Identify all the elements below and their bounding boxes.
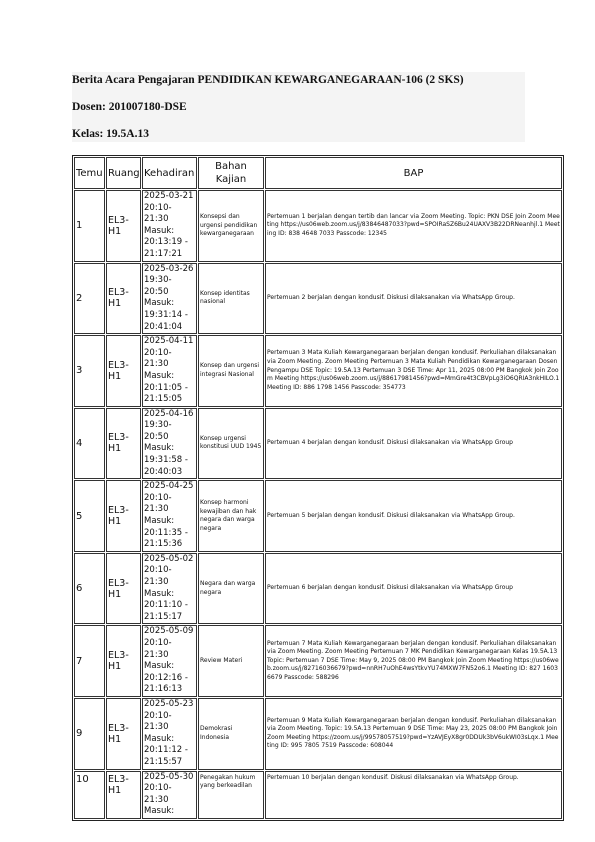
cell-bahan-kajian: Konsep identitas nasional — [198, 263, 264, 335]
col-header-temu: Temu — [74, 157, 105, 189]
kehadiran-line: Masuk: — [144, 298, 175, 309]
kehadiran-line: 21:17:21 — [144, 248, 183, 259]
cell-kehadiran — [142, 553, 197, 625]
cell-kehadiran — [142, 625, 197, 697]
cell-kehadiran — [142, 771, 197, 819]
cell-temu: 2 — [74, 263, 105, 335]
kehadiran-line: 19:30-20:50 — [144, 275, 172, 297]
table-row — [74, 553, 562, 625]
cell-ruang: EL3-H1 — [106, 553, 141, 625]
cell-bap: Pertemuan 10 berjalan dengan kondusif. Diskusi dilaksanakan via WhatsApp Group. — [265, 771, 562, 819]
kehadiran-line: 2025-04-16 — [144, 408, 194, 419]
cell-kehadiran — [142, 263, 197, 335]
kehadiran-line: Masuk: — [144, 443, 175, 454]
col-header-kehadiran: Kehadiran — [142, 157, 197, 189]
table-row — [74, 480, 562, 552]
kehadiran-line: Masuk: — [144, 225, 175, 236]
cell-bap: Pertemuan 7 Mata Kuliah Kewarganegaraan berjalan dengan kondusif. Perkuliahan dilaksanakan via Zoom Meeting. Zoom Meeting Pertemuan 7 MK Pendidikan Kewarganegaraan Kelas 19.5A.13 Topic: Pertemuan 7 DSE Time: May 9, 2025 08:00 PM Bangkok Join Zoom Meeting https://us06web.zoom.us/j/82716036679?pwd=nnRH7uOhE4wsYtkvYU74MXW7FN52o6.1 Meeting ID: 827 1603 6679 Passcode: 588296 — [265, 625, 562, 697]
cell-ruang: EL3-H1 — [106, 771, 141, 819]
cell-ruang: EL3-H1 — [106, 335, 141, 407]
cell-temu: 4 — [74, 408, 105, 480]
cell-bahan-kajian: Konsep urgensi konstitusi UUD 1945 — [198, 408, 264, 480]
kehadiran-line: 20:41:04 — [144, 321, 183, 332]
kehadiran-line: 20:11:35 - — [144, 527, 188, 538]
kehadiran-line: 2025-04-25 — [144, 481, 194, 492]
cell-temu: 5 — [74, 480, 105, 552]
kehadiran-line: Masuk: — [144, 733, 175, 744]
table-row — [74, 408, 562, 480]
kehadiran-line: 21:15:57 — [144, 756, 183, 767]
kehadiran-line: 2025-03-26 — [144, 263, 194, 274]
cell-kehadiran — [142, 698, 197, 770]
cell-bahan-kajian: Negara dan warga negara — [198, 553, 264, 625]
col-header-bap: BAP — [265, 157, 562, 189]
cell-kehadiran — [142, 335, 197, 407]
kehadiran-line: Masuk: — [144, 806, 175, 817]
kehadiran-line: 21:15:36 — [144, 539, 183, 550]
kehadiran-line: 2025-05-30 — [144, 771, 194, 782]
table-row — [74, 771, 562, 819]
kehadiran-line: 20:10-21:30 — [144, 492, 172, 515]
cell-temu: 6 — [74, 553, 105, 625]
kehadiran-line: Masuk: — [144, 370, 175, 381]
cell-ruang: EL3-H1 — [106, 625, 141, 697]
kehadiran-line: 21:16:13 — [144, 684, 183, 695]
cell-bahan-kajian: Konsep dan urgensi integrasi Nasional — [198, 335, 264, 407]
cell-bap: Pertemuan 5 berjalan dengan kondusif. Diskusi dilaksanakan via WhatsApp Group. — [265, 480, 562, 552]
kehadiran-line: Masuk: — [144, 588, 175, 599]
cell-bap: Pertemuan 1 berjalan dengan tertib dan lancar via Zoom Meeting. Topic: PKN DSE Join Zoom Meeting https://us06web.zoom.us/j/83846487033?pwd=SPOIRaSZ6Bu24UAXV3B22DRNeanhjl.1 Meeting ID: 838 4648 7033 Passcode: 12345 — [265, 190, 562, 262]
cell-ruang: EL3-H1 — [106, 190, 141, 262]
col-header-ruang: Ruang — [106, 157, 141, 189]
cell-bahan-kajian: Review Materi — [198, 625, 264, 697]
kehadiran-line: Masuk: — [144, 516, 175, 527]
cell-bahan-kajian: Konsepsi dan urgensi pendidikan kewarganegaraan — [198, 190, 264, 262]
kehadiran-line: 20:10-21:30 — [144, 783, 172, 805]
cell-bap: Pertemuan 4 berjalan dengan kondusif. Diskusi dilaksanakan via WhatsApp Group — [265, 408, 562, 480]
cell-temu: 7 — [74, 625, 105, 697]
table-row — [74, 190, 562, 262]
cell-temu: 10 — [74, 771, 105, 819]
kehadiran-line: 21:15:05 — [144, 394, 183, 405]
attendance-table — [72, 155, 564, 821]
cell-kehadiran — [142, 190, 197, 262]
kehadiran-line: 2025-04-11 — [144, 336, 194, 347]
table-row — [74, 335, 562, 407]
kehadiran-line: Masuk: — [144, 661, 175, 672]
kehadiran-line: 19:31:14 - — [144, 309, 188, 320]
kehadiran-line: 2025-05-09 — [144, 626, 194, 637]
class-line: Kelas: 19.5A.13 — [72, 128, 149, 140]
kehadiran-line: 20:10-21:30 — [144, 710, 172, 733]
kehadiran-line: 19:31:58 - — [144, 455, 188, 466]
cell-temu: 9 — [74, 698, 105, 770]
kehadiran-line: 20:12:16 - — [144, 672, 188, 683]
kehadiran-line: 20:10-21:30 — [144, 347, 172, 370]
kehadiran-line: 20:10-21:30 — [144, 637, 172, 660]
cell-bap: Pertemuan 2 berjalan dengan kondusif. Diskusi dilaksanakan via WhatsApp Group. — [265, 263, 562, 335]
kehadiran-line: 2025-05-23 — [144, 698, 194, 709]
cell-kehadiran — [142, 408, 197, 480]
cell-ruang: EL3-H1 — [106, 263, 141, 335]
kehadiran-line: 19:30-20:50 — [144, 420, 172, 442]
cell-bap: Pertemuan 6 berjalan dengan kondusif. Diskusi dilaksanakan via WhatsApp Group — [265, 553, 562, 625]
cell-bahan-kajian: Penegakan hukum yang berkeadilan — [198, 771, 264, 819]
cell-ruang: EL3-H1 — [106, 480, 141, 552]
kehadiran-line: 21:15:17 — [144, 611, 183, 622]
cell-bahan-kajian: Demokrasi Indonesia — [198, 698, 264, 770]
cell-temu: 1 — [74, 190, 105, 262]
kehadiran-line: 20:11:05 - — [144, 382, 188, 393]
table-row — [74, 263, 562, 335]
course-title: Berita Acara Pengajaran PENDIDIKAN KEWARGANEGARAAN-106 (2 SKS) — [72, 74, 464, 86]
table-row — [74, 698, 562, 770]
kehadiran-line: 20:10-21:30 — [144, 202, 172, 225]
cell-temu: 3 — [74, 335, 105, 407]
cell-ruang: EL3-H1 — [106, 698, 141, 770]
kehadiran-line: 20:10-21:30 — [144, 565, 172, 587]
kehadiran-line: 20:11:12 - — [144, 745, 188, 756]
cell-bahan-kajian: Konsep harmoni kewajiban dan hak negara dan warga negara — [198, 480, 264, 552]
cell-bap: Pertemuan 3 Mata Kuliah Kewarganegaraan berjalan dengan kondusif. Perkuliahan dilaksanakan via Zoom Meeting. Zoom Meeting Pertemuan 3 Mata Kuliah Pendidikan Kewarganegaraan Dosen Pengampu DSE Topic: 19.5A.13 Pertemuan 3 DSE Time: Apr 11, 2025 08:00 PM Bangkok Join Zoom Meeting https://us06web.zoom.us/j/88617981456?pwd=MmGre4t3CBVpLg3iO6QRIA3nkHILO.1 Meeting ID: 886 1798 1456 Passcode: 354773 — [265, 335, 562, 407]
document-header — [72, 72, 525, 142]
kehadiran-line: 20:11:10 - — [144, 600, 188, 611]
table-header-row — [74, 157, 562, 189]
kehadiran-line: 20:40:03 — [144, 466, 183, 477]
col-header-bahan-kajian: Bahan Kajian — [198, 157, 264, 189]
kehadiran-line: 2025-03-21 — [144, 191, 194, 201]
table-row — [74, 625, 562, 697]
cell-ruang: EL3-H1 — [106, 408, 141, 480]
lecturer-line: Dosen: 201007180-DSE — [72, 101, 187, 113]
kehadiran-line: 20:13:19 - — [144, 237, 188, 248]
cell-kehadiran — [142, 480, 197, 552]
cell-bap: Pertemuan 9 Mata Kuliah Kewarganegaraan berjalan dengan kondusif. Perkuliahan dilaksanakan via Zoom Meeting. Topic: 19.5A.13 Pertemuan 9 DSE Time: May 23, 2025 08:00 PM Bangkok Join Zoom Meeting https://zoom.us/j/99578057519?pwd=YzAVJEyX8gr0DDUk3bV6ukWI03sLqx.1 Meeting ID: 995 7805 7519 Passcode: 608044 — [265, 698, 562, 770]
kehadiran-line: 2025-05-02 — [144, 553, 194, 564]
